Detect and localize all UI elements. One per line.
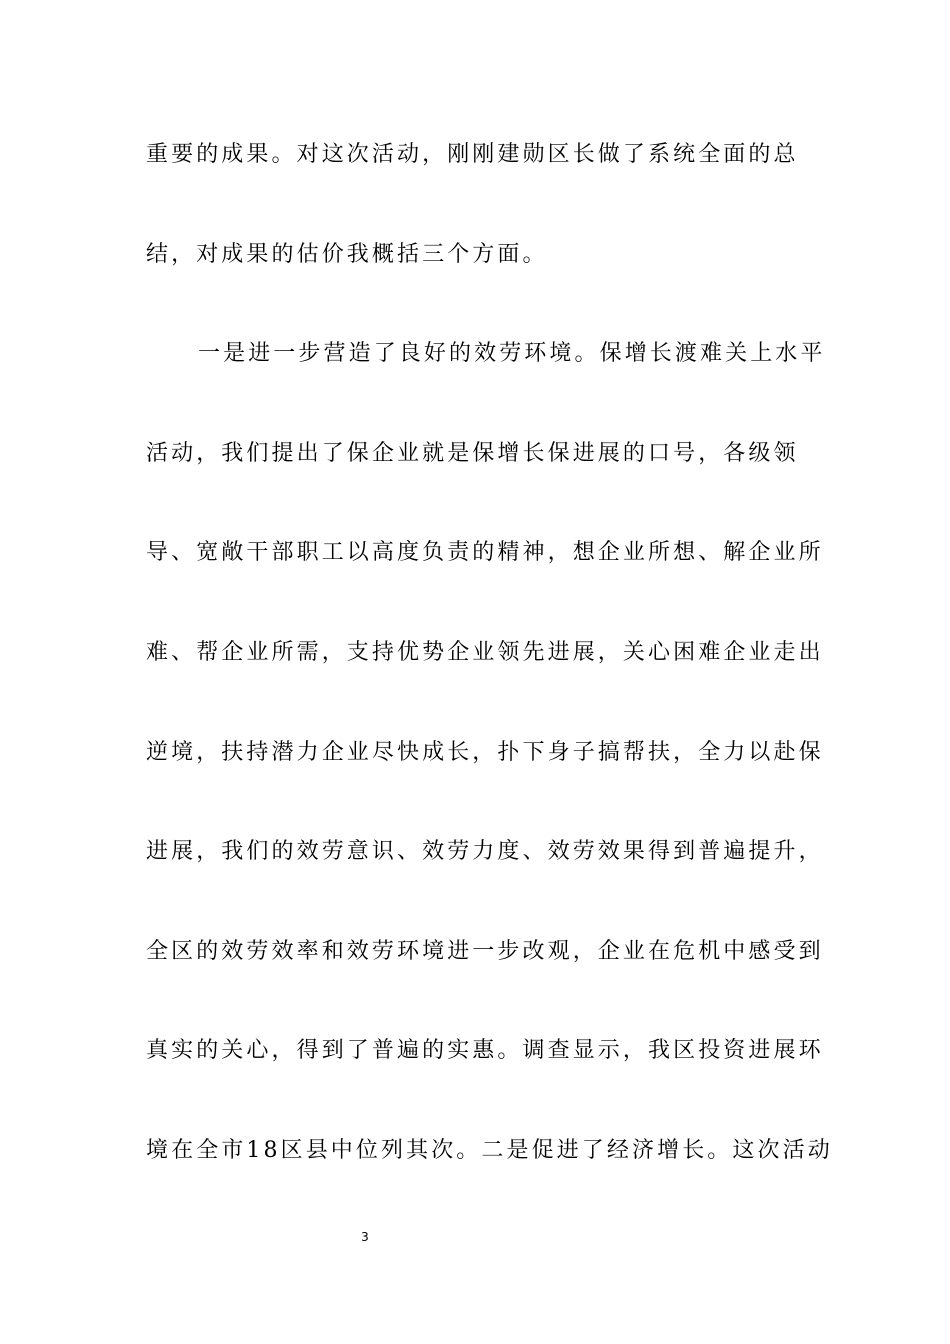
text-line: 重要的成果。对这次活动，刚刚建勋区长做了系统全面的总 xyxy=(146,142,799,167)
text-line: 导、宽敞干部职工以高度负责的精神，想企业所想、解企业所 xyxy=(146,540,824,565)
text-line: 真实的关心，得到了普遍的实惠。调查显示，我区投资进展环 xyxy=(146,1038,824,1063)
text-line: 进展，我们的效劳意识、效劳力度、效劳效果得到普遍提升， xyxy=(146,839,824,864)
page-number: 3 xyxy=(361,1230,369,1244)
text-line: 结，对成果的估价我概括三个方面。 xyxy=(146,242,548,267)
text-line: 难、帮企业所需，支持优势企业领先进展，关心困难企业走出 xyxy=(146,640,824,665)
text-line: 全区的效劳效率和效劳环境进一步改观，企业在危机中感受到 xyxy=(146,939,824,964)
paragraph-first-line: 一是进一步营造了良好的效劳环境。保增长渡难关上水平 xyxy=(198,341,826,366)
text-line: 活动，我们提出了保企业就是保增长保进展的口号，各级领 xyxy=(146,441,799,466)
text-line: 逆境，扶持潜力企业尽快成长，扑下身子搞帮扶，全力以赴保 xyxy=(146,740,824,765)
text-line: 境在全市18区县中位列其次。二是促进了经济增长。这次活动 xyxy=(146,1138,833,1163)
